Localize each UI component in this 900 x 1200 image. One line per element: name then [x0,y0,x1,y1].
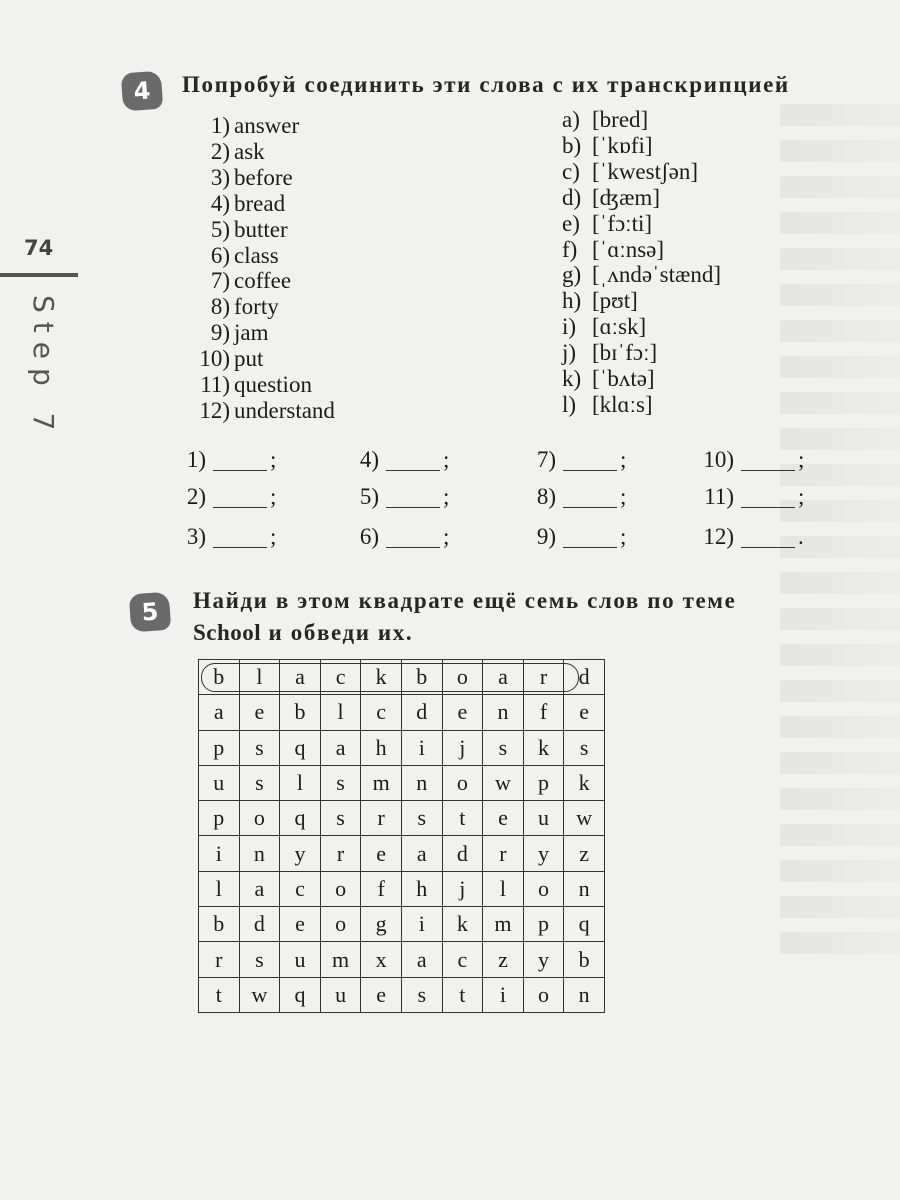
answer-blank[interactable] [522,484,626,510]
grid-cell[interactable]: y [280,836,321,871]
answer-line[interactable] [213,489,267,508]
grid-cell[interactable]: e [483,801,524,836]
transcription-text: [ˈkɒfi] [592,132,653,158]
grid-cell[interactable]: h [401,871,442,906]
word-item [188,113,335,139]
page-number-rule [0,273,78,277]
answer-line[interactable] [213,452,267,471]
answer-blank[interactable] [172,484,276,510]
grid-cell[interactable]: b [199,660,240,695]
transcription-text: [ˈkwestʃən] [592,158,699,184]
transcription-item [562,262,721,288]
word-text: class [234,242,279,268]
grid-cell[interactable]: r [199,942,240,977]
word-text: forty [234,294,279,320]
grid-cell[interactable]: y [523,836,564,871]
word-text: question [234,372,312,398]
step-label: Step 7 [27,295,60,440]
grid-row [199,660,605,695]
word-text: bread [234,190,286,216]
answer-line[interactable] [563,489,617,508]
grid-cell[interactable]: o [442,765,483,800]
grid-cell[interactable]: a [401,836,442,871]
grid-row [199,730,605,765]
grid-cell[interactable]: p [199,801,240,836]
grid-row [199,801,605,836]
word-text: put [234,346,264,372]
grid-cell[interactable]: i [483,977,524,1012]
grid-cell[interactable]: b [564,942,605,977]
word-item [188,346,335,372]
transcription-text: [ˈɑːnsə] [592,236,665,262]
grid-cell[interactable]: m [361,765,402,800]
grid-cell[interactable]: i [401,730,442,765]
answer-blank[interactable] [522,524,626,550]
grid-cell[interactable]: e [280,907,321,942]
word-number: 5) [210,216,230,242]
grid-cell[interactable]: d [442,836,483,871]
answer-punct: ; [443,484,450,509]
transcription-text: [ɑːsk] [592,314,647,340]
answer-punct: ; [798,484,805,509]
grid-cell[interactable]: n [401,765,442,800]
grid-cell[interactable]: c [442,942,483,977]
grid-row [199,942,605,977]
answer-punct: ; [443,447,450,472]
answer-punct: ; [798,447,805,472]
word-number: 10) [199,346,230,372]
grid-cell[interactable]: s [320,765,361,800]
grid-cell[interactable]: a [239,871,280,906]
grid-cell[interactable]: a [199,695,240,730]
grid-cell[interactable]: b [280,695,321,730]
word-number: 1) [210,113,230,138]
transcription-letter: i) [562,314,577,340]
grid-cell[interactable]: r [483,836,524,871]
page-number: 74 [24,236,54,260]
grid-cell[interactable]: e [361,836,402,871]
grid-cell[interactable]: w [239,977,280,1012]
grid-cell[interactable]: q [280,730,321,765]
grid-cell[interactable]: u [280,942,321,977]
exercise-5-instruction-line1: Найди в этом квадрате ещё семь слов по теме [193,588,737,613]
answer-number: 5) [359,484,379,509]
answer-blank[interactable] [172,447,276,473]
grid-cell[interactable]: d [401,695,442,730]
answer-number: 8) [536,484,556,509]
transcription-text: [ʤæm] [592,184,660,210]
answer-line[interactable] [563,452,617,471]
word-item [188,372,335,398]
answer-blank[interactable] [345,484,449,510]
transcription-item [562,237,721,263]
word-item [188,139,335,165]
grid-cell[interactable]: l [239,660,280,695]
grid-cell[interactable]: p [199,730,240,765]
grid-cell[interactable]: c [361,695,402,730]
word-number: 9) [210,320,230,346]
answer-line[interactable] [741,529,795,548]
exercise-4-badge: 4 [121,71,164,112]
page-bleed-through [780,90,900,1150]
answer-number: 12) [703,524,734,549]
grid-cell[interactable]: n [239,836,280,871]
grid-cell[interactable]: p [523,907,564,942]
transcription-letter: e) [562,210,580,236]
answer-number: 11) [704,484,734,509]
grid-cell[interactable]: i [199,836,240,871]
word-text: coffee [234,268,292,294]
grid-cell[interactable]: u [199,765,240,800]
answer-punct: . [798,524,804,549]
transcription-letter: k) [562,366,582,392]
word-number: 11) [200,372,230,398]
grid-cell[interactable]: j [442,730,483,765]
word-item [188,294,335,320]
grid-cell[interactable]: o [442,660,483,695]
answer-punct: ; [270,447,277,472]
grid-cell[interactable]: j [442,871,483,906]
grid-row [199,907,605,942]
transcription-text: [bred] [592,107,649,132]
transcription-item [562,133,721,159]
grid-cell[interactable]: r [361,801,402,836]
instruction-rest: и обведи их. [261,620,414,645]
word-item [188,320,335,346]
grid-cell[interactable]: l [483,871,524,906]
answer-punct: ; [620,524,627,549]
grid-row [199,977,605,1012]
grid-cell[interactable]: z [483,942,524,977]
grid-row [199,695,605,730]
word-item [188,165,335,191]
answer-number: 2) [186,484,206,509]
transcription-item [562,366,721,392]
answer-blank[interactable] [345,524,449,550]
answer-line[interactable] [741,489,795,508]
grid-cell[interactable]: q [280,801,321,836]
word-item [188,243,335,269]
grid-cell[interactable]: y [523,942,564,977]
exercise-5-instruction-line2 [193,620,413,646]
grid-cell[interactable]: n [483,695,524,730]
answer-punct: ; [270,524,277,549]
word-list [188,113,335,424]
answer-blank[interactable] [700,524,804,550]
grid-cell[interactable]: m [483,907,524,942]
answer-punct: ; [620,447,627,472]
transcription-letter: g) [562,262,582,288]
transcription-letter: a) [562,107,580,132]
answer-number: 4) [359,447,379,472]
word-item [188,191,335,217]
grid-cell[interactable]: o [320,907,361,942]
grid-cell[interactable]: s [401,977,442,1012]
grid-cell[interactable]: f [361,871,402,906]
transcription-item [562,185,721,211]
answer-line[interactable] [213,529,267,548]
grid-cell[interactable]: r [320,836,361,871]
word-text: butter [234,216,288,242]
transcription-item [562,340,721,366]
grid-cell[interactable]: t [199,977,240,1012]
grid-cell[interactable]: c [280,871,321,906]
grid-cell[interactable]: h [361,730,402,765]
transcription-text: [ˌʌndəˈstænd] [592,262,722,288]
word-number: 3) [210,164,230,190]
grid-cell[interactable]: z [564,836,605,871]
grid-cell[interactable]: a [401,942,442,977]
grid-cell[interactable]: b [199,907,240,942]
grid-cell[interactable]: t [442,801,483,836]
transcription-item [562,211,721,237]
answer-number: 6) [359,524,379,549]
word-text: understand [234,397,335,423]
grid-cell[interactable]: n [564,977,605,1012]
transcription-item [562,288,721,314]
grid-cell[interactable]: k [564,765,605,800]
grid-cell[interactable]: s [401,801,442,836]
exercise-5-badge: 5 [129,592,172,633]
transcription-item [562,159,721,185]
grid-cell[interactable]: x [361,942,402,977]
grid-cell[interactable]: s [239,942,280,977]
grid-cell[interactable]: o [239,801,280,836]
grid-cell[interactable]: q [280,977,321,1012]
answer-blank[interactable] [700,484,804,510]
word-item [188,398,335,424]
grid-cell[interactable]: u [320,977,361,1012]
grid-cell[interactable]: k [523,730,564,765]
word-text: ask [234,138,265,164]
transcription-letter: h) [562,288,582,314]
grid-cell[interactable]: q [564,907,605,942]
transcription-letter: b) [562,132,582,158]
grid-cell[interactable]: l [199,871,240,906]
answer-blank[interactable] [700,447,804,473]
grid-cell[interactable]: l [280,765,321,800]
grid-cell[interactable]: s [239,730,280,765]
answer-blank[interactable] [345,447,449,473]
grid-cell[interactable]: e [239,695,280,730]
grid-cell[interactable]: s [564,730,605,765]
grid-cell[interactable]: e [442,695,483,730]
answer-punct: ; [620,484,627,509]
transcription-letter: j) [562,340,577,366]
answer-number: 10) [703,447,734,472]
answer-line[interactable] [741,452,795,471]
word-item [188,217,335,243]
grid-cell[interactable]: f [523,695,564,730]
word-text: before [234,164,293,190]
answer-blank[interactable] [172,524,276,550]
answer-blank[interactable] [522,447,626,473]
answer-punct: ; [443,524,450,549]
grid-cell[interactable]: a [320,730,361,765]
grid-cell[interactable]: d [564,660,605,695]
grid-cell[interactable]: n [564,871,605,906]
grid-cell[interactable]: c [320,660,361,695]
grid-cell[interactable]: s [320,801,361,836]
transcription-text: [klɑːs] [592,391,653,417]
answer-line[interactable] [386,489,440,508]
transcription-list [562,107,721,418]
grid-cell[interactable]: g [361,907,402,942]
transcription-text: [ˈfɔːti] [592,210,653,236]
grid-cell[interactable]: o [523,977,564,1012]
transcription-text: [ˈbʌtə] [592,366,655,392]
topic-word: School [193,620,262,645]
transcription-letter: c) [562,158,580,184]
grid-cell[interactable]: e [564,695,605,730]
word-number: 4) [210,190,230,216]
word-item [188,268,335,294]
grid-row [199,765,605,800]
answer-punct: ; [270,484,277,509]
grid-cell[interactable]: l [320,695,361,730]
grid-cell[interactable]: m [320,942,361,977]
grid-row [199,836,605,871]
grid-cell[interactable]: o [523,871,564,906]
word-text: answer [234,113,300,138]
word-number: 2) [210,138,230,164]
grid-cell[interactable]: k [361,660,402,695]
exercise-4-instruction: Попробуй соединить эти слова с их транскрипцией [182,72,790,97]
grid-cell[interactable]: a [280,660,321,695]
answer-line[interactable] [563,529,617,548]
grid-row [199,871,605,906]
word-search-grid [198,659,605,1013]
answer-line[interactable] [386,452,440,471]
grid-cell[interactable]: u [523,801,564,836]
word-number: 8) [210,294,230,320]
grid-cell[interactable]: a [483,660,524,695]
grid-cell[interactable]: d [239,907,280,942]
answer-number: 3) [186,524,206,549]
grid-cell[interactable]: e [361,977,402,1012]
word-number: 6) [210,242,230,268]
answer-number: 1) [186,447,206,472]
word-number: 12) [199,397,230,423]
transcription-text: [pʊt] [592,288,638,314]
transcription-letter: f) [562,236,578,262]
transcription-item [562,314,721,340]
answer-number: 7) [536,447,556,472]
grid-cell[interactable]: s [483,730,524,765]
word-text: jam [234,320,269,346]
transcription-item [562,392,721,418]
word-number: 7) [210,268,230,294]
grid-cell[interactable]: w [564,801,605,836]
grid-cell[interactable]: w [483,765,524,800]
transcription-letter: l) [562,391,577,417]
grid-cell[interactable]: r [523,660,564,695]
grid-cell[interactable]: b [401,660,442,695]
grid-cell[interactable]: k [442,907,483,942]
grid-cell[interactable]: i [401,907,442,942]
answer-number: 9) [536,524,556,549]
transcription-text: [bɪˈfɔː] [592,340,658,366]
grid-cell[interactable]: s [239,765,280,800]
grid-cell[interactable]: p [523,765,564,800]
transcription-item [562,107,721,133]
transcription-letter: d) [562,184,582,210]
grid-cell[interactable]: t [442,977,483,1012]
grid-cell[interactable]: o [320,871,361,906]
answer-line[interactable] [386,529,440,548]
